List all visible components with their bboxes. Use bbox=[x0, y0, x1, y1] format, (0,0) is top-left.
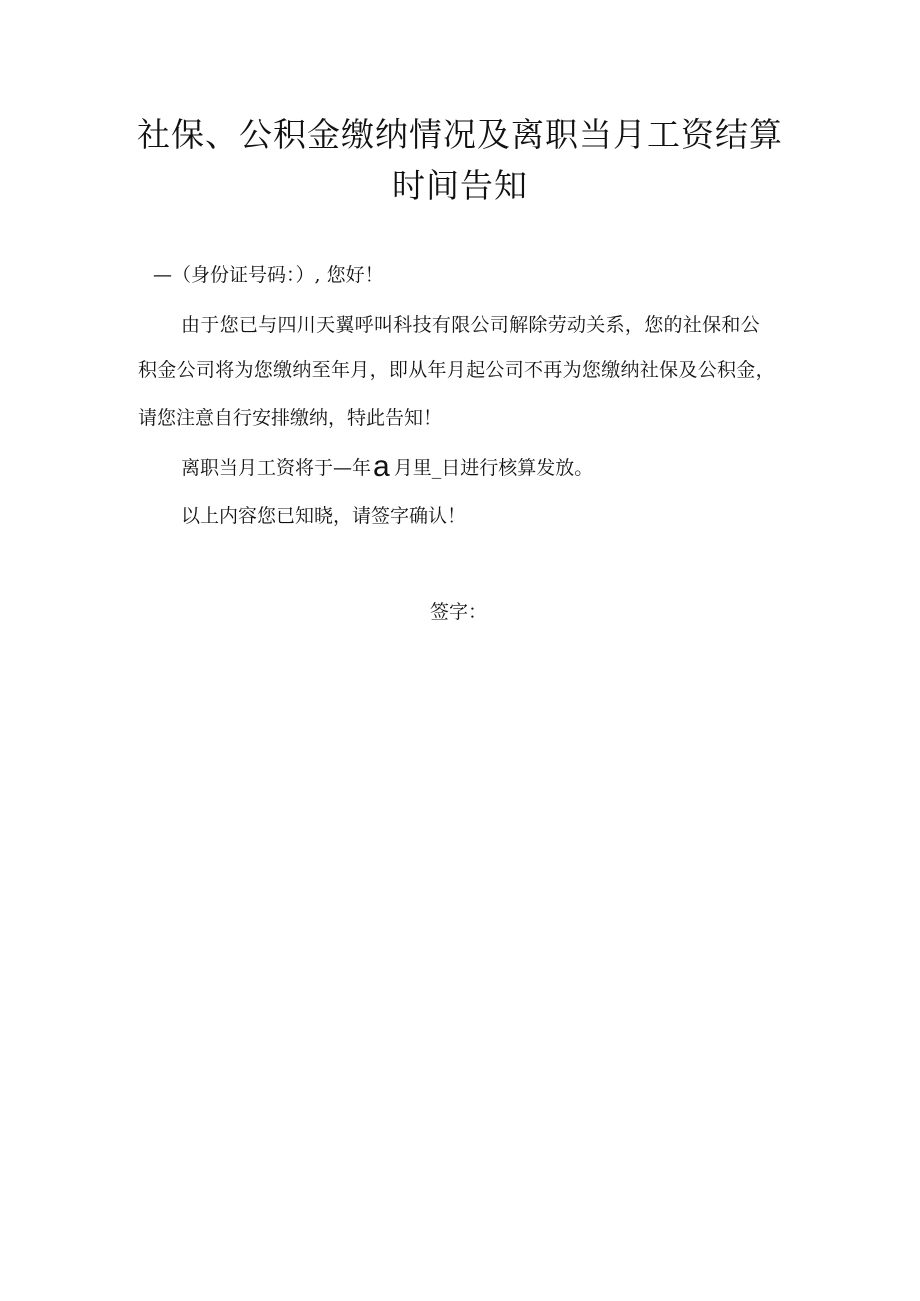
paragraph-1-line-2: 积金公司将为您缴纳至年月，即从年月起公司不再为您缴纳社保及公积金， bbox=[138, 359, 775, 381]
salary-settlement-line bbox=[181, 450, 594, 483]
paragraph-1-line-3: 请您注意自行安排缴纳，特此告知！ bbox=[138, 407, 443, 429]
salary-text-after: 月里_日进行核算发放。 bbox=[393, 457, 594, 479]
paragraph-1-line-1: 由于您已与四川天翼呼叫科技有限公司解除劳动关系，您的社保和公 bbox=[181, 314, 761, 336]
document-title-line-1: 社保、公积金缴纳情况及离职当月工资结算 bbox=[137, 115, 783, 154]
confirmation-line: 以上内容您已知晓，请签字确认！ bbox=[181, 505, 467, 527]
signature-label: 签字： bbox=[430, 601, 488, 623]
document-title-line-2: 时间告知 bbox=[392, 166, 528, 205]
salary-text-before: 离职当月工资将于—年 bbox=[181, 457, 372, 479]
salary-month-mark: a bbox=[373, 450, 390, 483]
greeting-line: —（身份证号码：）, 您好！ bbox=[153, 264, 384, 286]
